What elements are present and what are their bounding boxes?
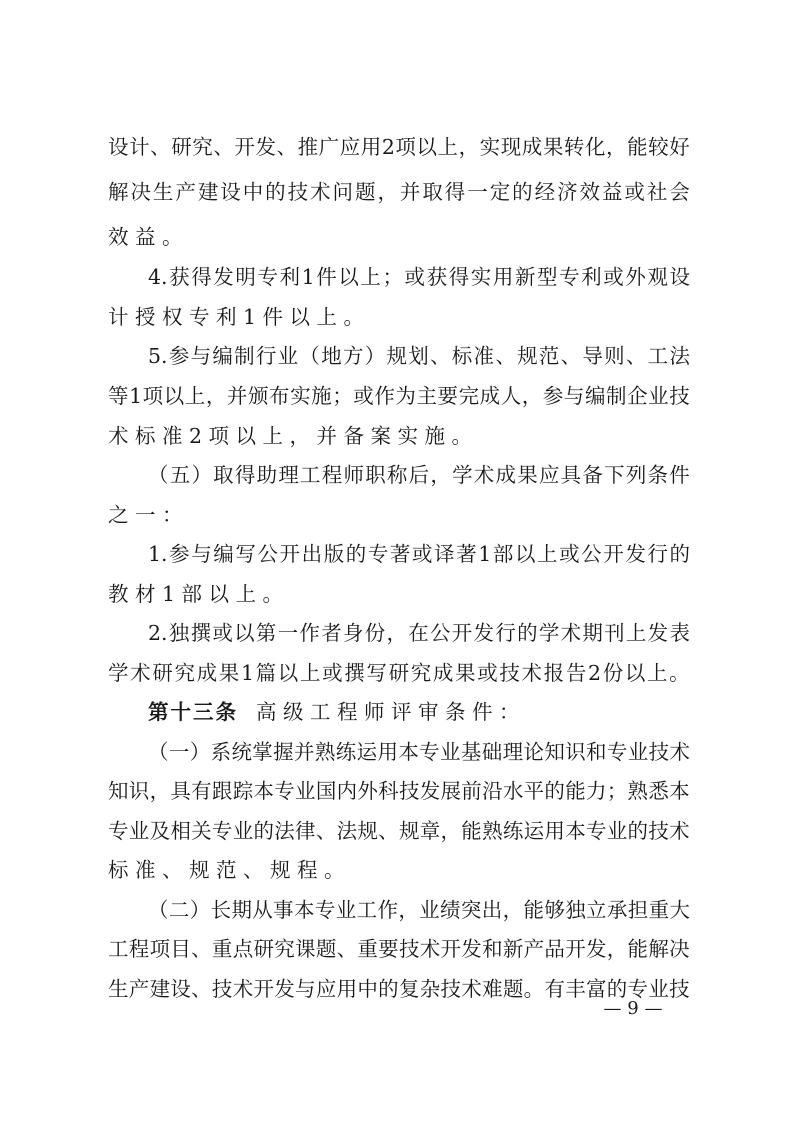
body-line: 学 术 研 究 成 果 1 篇 以 上 或 撰 写 研 究 成 果 或 技 术 报 告 2 份 以 上 。	[108, 661, 690, 685]
body-line: （ 一 ） 系 统 掌 握 并 熟 练 运 用 本 专 业 基 础 理 论 知 识 和 专 业 技 术	[148, 740, 690, 764]
body-line: 教材1部以上。	[108, 582, 290, 606]
body-line: 设 计 、 研 究 、 开 发 、 推 广 应 用 2 项 以 上 ， 实 现 成 果 转 化 ， 能 较 好	[108, 135, 690, 159]
body-line: 解 决 生 产 建 设 中 的 技 术 问 题 ， 并 取 得 一 定 的 经 济 效 益 或 社 会	[108, 180, 690, 204]
body-line: 等 1 项 以 上 ， 并 颁 布 实 施 ； 或 作 为 主 要 完 成 人 ， 参 与 编 制 企 业 技	[108, 384, 690, 408]
article-heading-line	[148, 697, 690, 727]
body-line: 2. 独 撰 或 以 第 一 作 者 身 份 ， 在 公 开 发 行 的 学 术 期 刊 上 发 表	[148, 621, 690, 645]
article-title: 第十三条	[148, 700, 238, 724]
body-line: 工 程 项 目 、 重 点 研 究 课 题 、 重 要 技 术 开 发 和 新 产 品 开 发 ， 能 解 决	[108, 937, 690, 961]
page-number: — 9 —	[603, 998, 663, 1019]
body-line: 1. 参 与 编 写 公 开 出 版 的 专 著 或 译 著 1 部 以 上 或 公 开 发 行 的	[148, 542, 690, 566]
body-line: （ 二 ） 长 期 从 事 本 专 业 工 作 ， 业 绩 突 出 ， 能 够 独 立 承 担 重 大	[148, 898, 690, 922]
body-line: 4. 获 得 发 明 专 利 1 件 以 上 ； 或 获 得 实 用 新 型 专 利 或 外 观 设	[148, 265, 690, 289]
body-line: 术标准2项以上，并备案实施。	[108, 424, 479, 448]
body-line: 专 业 及 相 关 专 业 的 法 律 、 法 规 、 规 章 ， 能 熟 练 运 用 本 专 业 的 技 术	[108, 819, 690, 843]
body-line: 知 识 ， 具 有 跟 踪 本 专 业 国 内 外 科 技 发 展 前 沿 水 平 的 能 力 ； 熟 悉 本	[108, 779, 690, 803]
body-line: 之一：	[108, 503, 189, 527]
body-line: 5. 参 与 编 制 行 业 （ 地 方 ） 规 划 、 标 准 、 规 范 、 导 则 、 工 法	[148, 344, 690, 368]
article-heading-text: 高级工程师评审条件：	[256, 700, 526, 724]
body-line: 计授权专利1件以上。	[108, 305, 371, 329]
body-line: 生 产 建 设 、 技 术 开 发 与 应 用 中 的 复 杂 技 术 难 题 。 有 丰 富 的 专 业 技	[108, 977, 690, 1001]
body-line: 标准、规范、规程。	[108, 858, 351, 882]
body-line: 效益。	[108, 225, 189, 249]
body-line: （ 五 ） 取 得 助 理 工 程 师 职 称 后 ， 学 术 成 果 应 具 备 下 列 条 件	[148, 463, 690, 487]
